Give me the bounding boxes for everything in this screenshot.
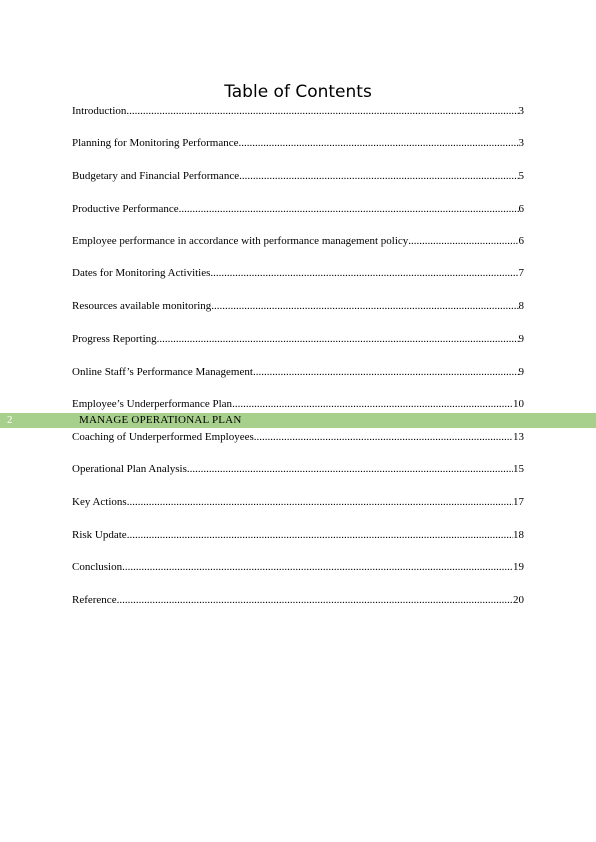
page-footer-band	[0, 413, 596, 428]
toc-entry-label: Key Actions	[72, 496, 127, 508]
toc-entry-page: 9	[518, 333, 524, 345]
toc-entry-page: 17	[513, 496, 524, 508]
toc-entry[interactable]	[72, 266, 524, 281]
dot-leader	[157, 332, 519, 347]
toc-entry-label: Progress Reporting	[72, 333, 157, 345]
toc-entry[interactable]	[72, 299, 524, 314]
toc-entry[interactable]	[72, 202, 524, 217]
toc-entry[interactable]	[72, 365, 524, 380]
toc-entry-label: Dates for Monitoring Activities	[72, 267, 211, 279]
toc-entry-label: Employee’s Underperformance Plan	[72, 398, 233, 410]
toc-entry-page: 6	[518, 235, 524, 247]
dot-leader	[126, 104, 518, 119]
toc-entry[interactable]	[72, 332, 524, 347]
dot-leader	[210, 266, 518, 281]
toc-entry-page: 15	[513, 463, 524, 475]
toc-entry-page: 3	[518, 105, 524, 117]
toc-entry-page: 19	[513, 561, 524, 573]
toc-entry[interactable]	[72, 169, 524, 184]
toc-entry-label: Conclusion	[72, 561, 123, 573]
toc-entry-page: 10	[513, 398, 524, 410]
dot-leader	[232, 397, 513, 412]
toc-entry-label: Planning for Monitoring Performance	[72, 137, 239, 149]
dot-leader	[254, 430, 513, 445]
toc-entry-label: Budgetary and Financial Performance	[72, 170, 240, 182]
toc-entry[interactable]	[72, 397, 524, 412]
toc-entry-label: Online Staff’s Performance Management	[72, 366, 253, 378]
dot-leader	[179, 202, 519, 217]
toc-entry[interactable]	[72, 136, 524, 151]
dot-leader	[117, 593, 513, 608]
toc-entry-label: Coaching of Underperformed Employees	[72, 431, 254, 443]
toc-entry-label: Resources available monitoring	[72, 300, 212, 312]
toc-entry[interactable]	[72, 495, 524, 510]
toc-entry-label: Introduction	[72, 105, 127, 117]
toc-entry-label: Productive Performance	[72, 203, 179, 215]
toc-entry[interactable]	[72, 462, 524, 477]
toc-entry-page: 3	[518, 137, 524, 149]
toc-entry-page: 6	[518, 203, 524, 215]
toc-entry-page: 7	[518, 267, 524, 279]
dot-leader	[127, 528, 513, 543]
toc-entry-page: 9	[518, 366, 524, 378]
dot-leader	[408, 234, 518, 249]
toc-entry[interactable]	[72, 528, 524, 543]
toc-entry-page: 5	[518, 170, 524, 182]
toc-entry-page: 18	[513, 529, 524, 541]
dot-leader	[253, 365, 519, 380]
toc-entry-label: Risk Update	[72, 529, 127, 541]
dot-leader	[211, 299, 518, 314]
toc-entry-page: 13	[513, 431, 524, 443]
dot-leader	[187, 462, 513, 477]
running-header: MANAGE OPERATIONAL PLAN	[79, 414, 242, 426]
toc-entry[interactable]	[72, 104, 524, 119]
toc-entry-label: Operational Plan Analysis	[72, 463, 187, 475]
toc-entry-label: Employee performance in accordance with performance management policy	[72, 235, 409, 247]
toc-entry[interactable]	[72, 234, 524, 249]
dot-leader	[239, 169, 518, 184]
dot-leader	[239, 136, 519, 151]
toc-entry-page: 8	[518, 300, 524, 312]
page-number: 2	[7, 414, 13, 426]
dot-leader	[127, 495, 513, 510]
toc-entry[interactable]	[72, 430, 524, 445]
toc-entry[interactable]	[72, 560, 524, 575]
toc-entry-label: Reference	[72, 594, 117, 606]
dot-leader	[122, 560, 513, 575]
toc-title: Table of Contents	[224, 82, 372, 102]
toc-entry[interactable]	[72, 593, 524, 608]
toc-entry-page: 20	[513, 594, 524, 606]
